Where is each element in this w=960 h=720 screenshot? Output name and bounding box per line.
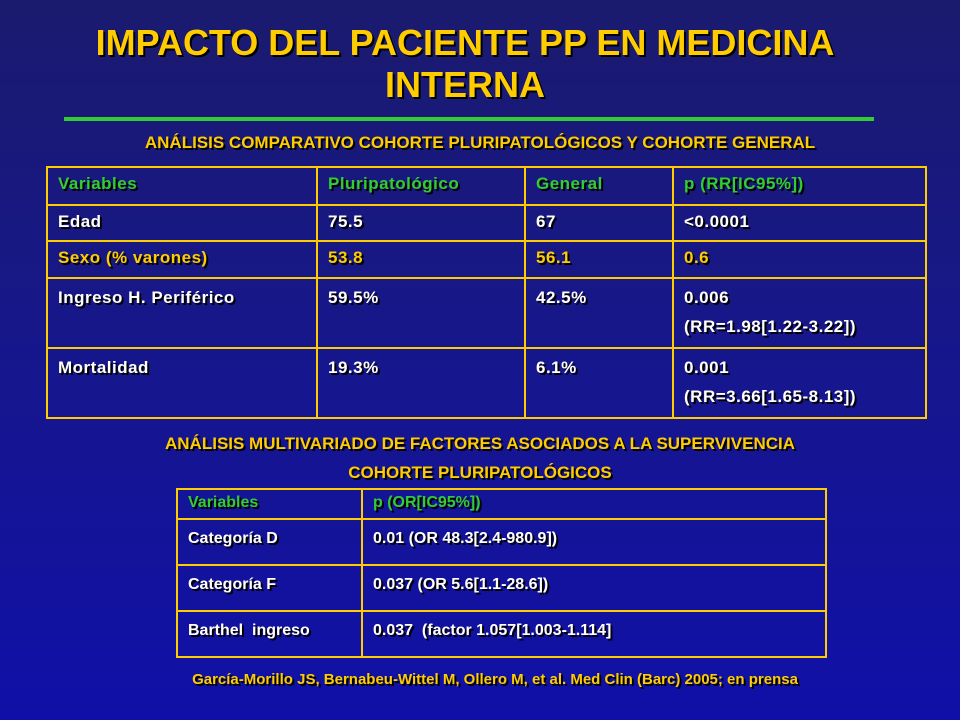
table-row xyxy=(177,611,826,657)
slide-title-line2: INTERNA xyxy=(385,64,545,105)
cell-pluripatologico: 53.8 xyxy=(317,241,525,278)
cell-value: 0.037 (OR 5.6[1.1-28.6]) xyxy=(362,565,826,611)
section-heading-line1: ANÁLISIS MULTIVARIADO DE FACTORES ASOCIADOS A LA SUPERVIVENCIA xyxy=(165,434,795,453)
cell-p xyxy=(673,348,926,418)
section-heading-comparative: ANÁLISIS COMPARATIVO COHORTE PLURIPATOLÓGICOS Y COHORTE GENERAL xyxy=(144,133,816,152)
cell-pluripatologico: 59.5% xyxy=(317,278,525,348)
cell-value: 0.037 (factor 1.057[1.003-1.114] xyxy=(362,611,826,657)
table-row xyxy=(47,278,926,348)
section-heading-line2: COHORTE PLURIPATOLÓGICOS xyxy=(348,463,612,482)
cell-pluripatologico: 19.3% xyxy=(317,348,525,418)
slide-title xyxy=(0,22,930,106)
p-value: 0.6 xyxy=(684,248,710,267)
table-row xyxy=(47,348,926,418)
cell-p xyxy=(673,278,926,348)
p-value: 0.006 xyxy=(684,288,730,307)
cell-variable: Ingreso H. Periférico xyxy=(47,278,317,348)
table-row xyxy=(47,241,926,278)
multivariate-table xyxy=(176,488,827,658)
header-pluripatologico: Pluripatológico xyxy=(317,167,525,205)
cell-p xyxy=(673,205,926,241)
cell-variable: Categoría D xyxy=(177,519,362,565)
cell-general: 42.5% xyxy=(525,278,673,348)
rr-value: (RR=1.98[1.22-3.22]) xyxy=(684,317,857,336)
slide-title-line1: IMPACTO DEL PACIENTE PP EN MEDICINA xyxy=(95,22,835,63)
citation: García-Morillo JS, Bernabeu-Wittel M, Ollero M, et al. Med Clin (Barc) 2005; en prensa xyxy=(192,671,798,688)
cell-general: 6.1% xyxy=(525,348,673,418)
p-value: 0.001 xyxy=(684,358,730,377)
cell-general: 56.1 xyxy=(525,241,673,278)
cell-variable: Mortalidad xyxy=(47,348,317,418)
table-row xyxy=(177,519,826,565)
table-header-row xyxy=(177,489,826,519)
rr-value: (RR=3.66[1.65-8.13]) xyxy=(684,387,857,406)
header-variables: Variables xyxy=(47,167,317,205)
section-heading-multivariate xyxy=(0,429,960,487)
header-p-or: p (OR[IC95%]) xyxy=(362,489,826,519)
table-row xyxy=(177,565,826,611)
cell-variable: Barthel ingreso xyxy=(177,611,362,657)
comparative-table xyxy=(46,166,927,419)
title-divider xyxy=(64,117,874,121)
header-general: General xyxy=(525,167,673,205)
cell-variable: Edad xyxy=(47,205,317,241)
p-value: <0.0001 xyxy=(684,212,750,231)
table-header-row xyxy=(47,167,926,205)
cell-variable: Categoría F xyxy=(177,565,362,611)
cell-pluripatologico: 75.5 xyxy=(317,205,525,241)
cell-p xyxy=(673,241,926,278)
cell-variable: Sexo (% varones) xyxy=(47,241,317,278)
header-p-rr: p (RR[IC95%]) xyxy=(673,167,926,205)
table-row xyxy=(47,205,926,241)
cell-general: 67 xyxy=(525,205,673,241)
header-variables: Variables xyxy=(177,489,362,519)
cell-value: 0.01 (OR 48.3[2.4-980.9]) xyxy=(362,519,826,565)
